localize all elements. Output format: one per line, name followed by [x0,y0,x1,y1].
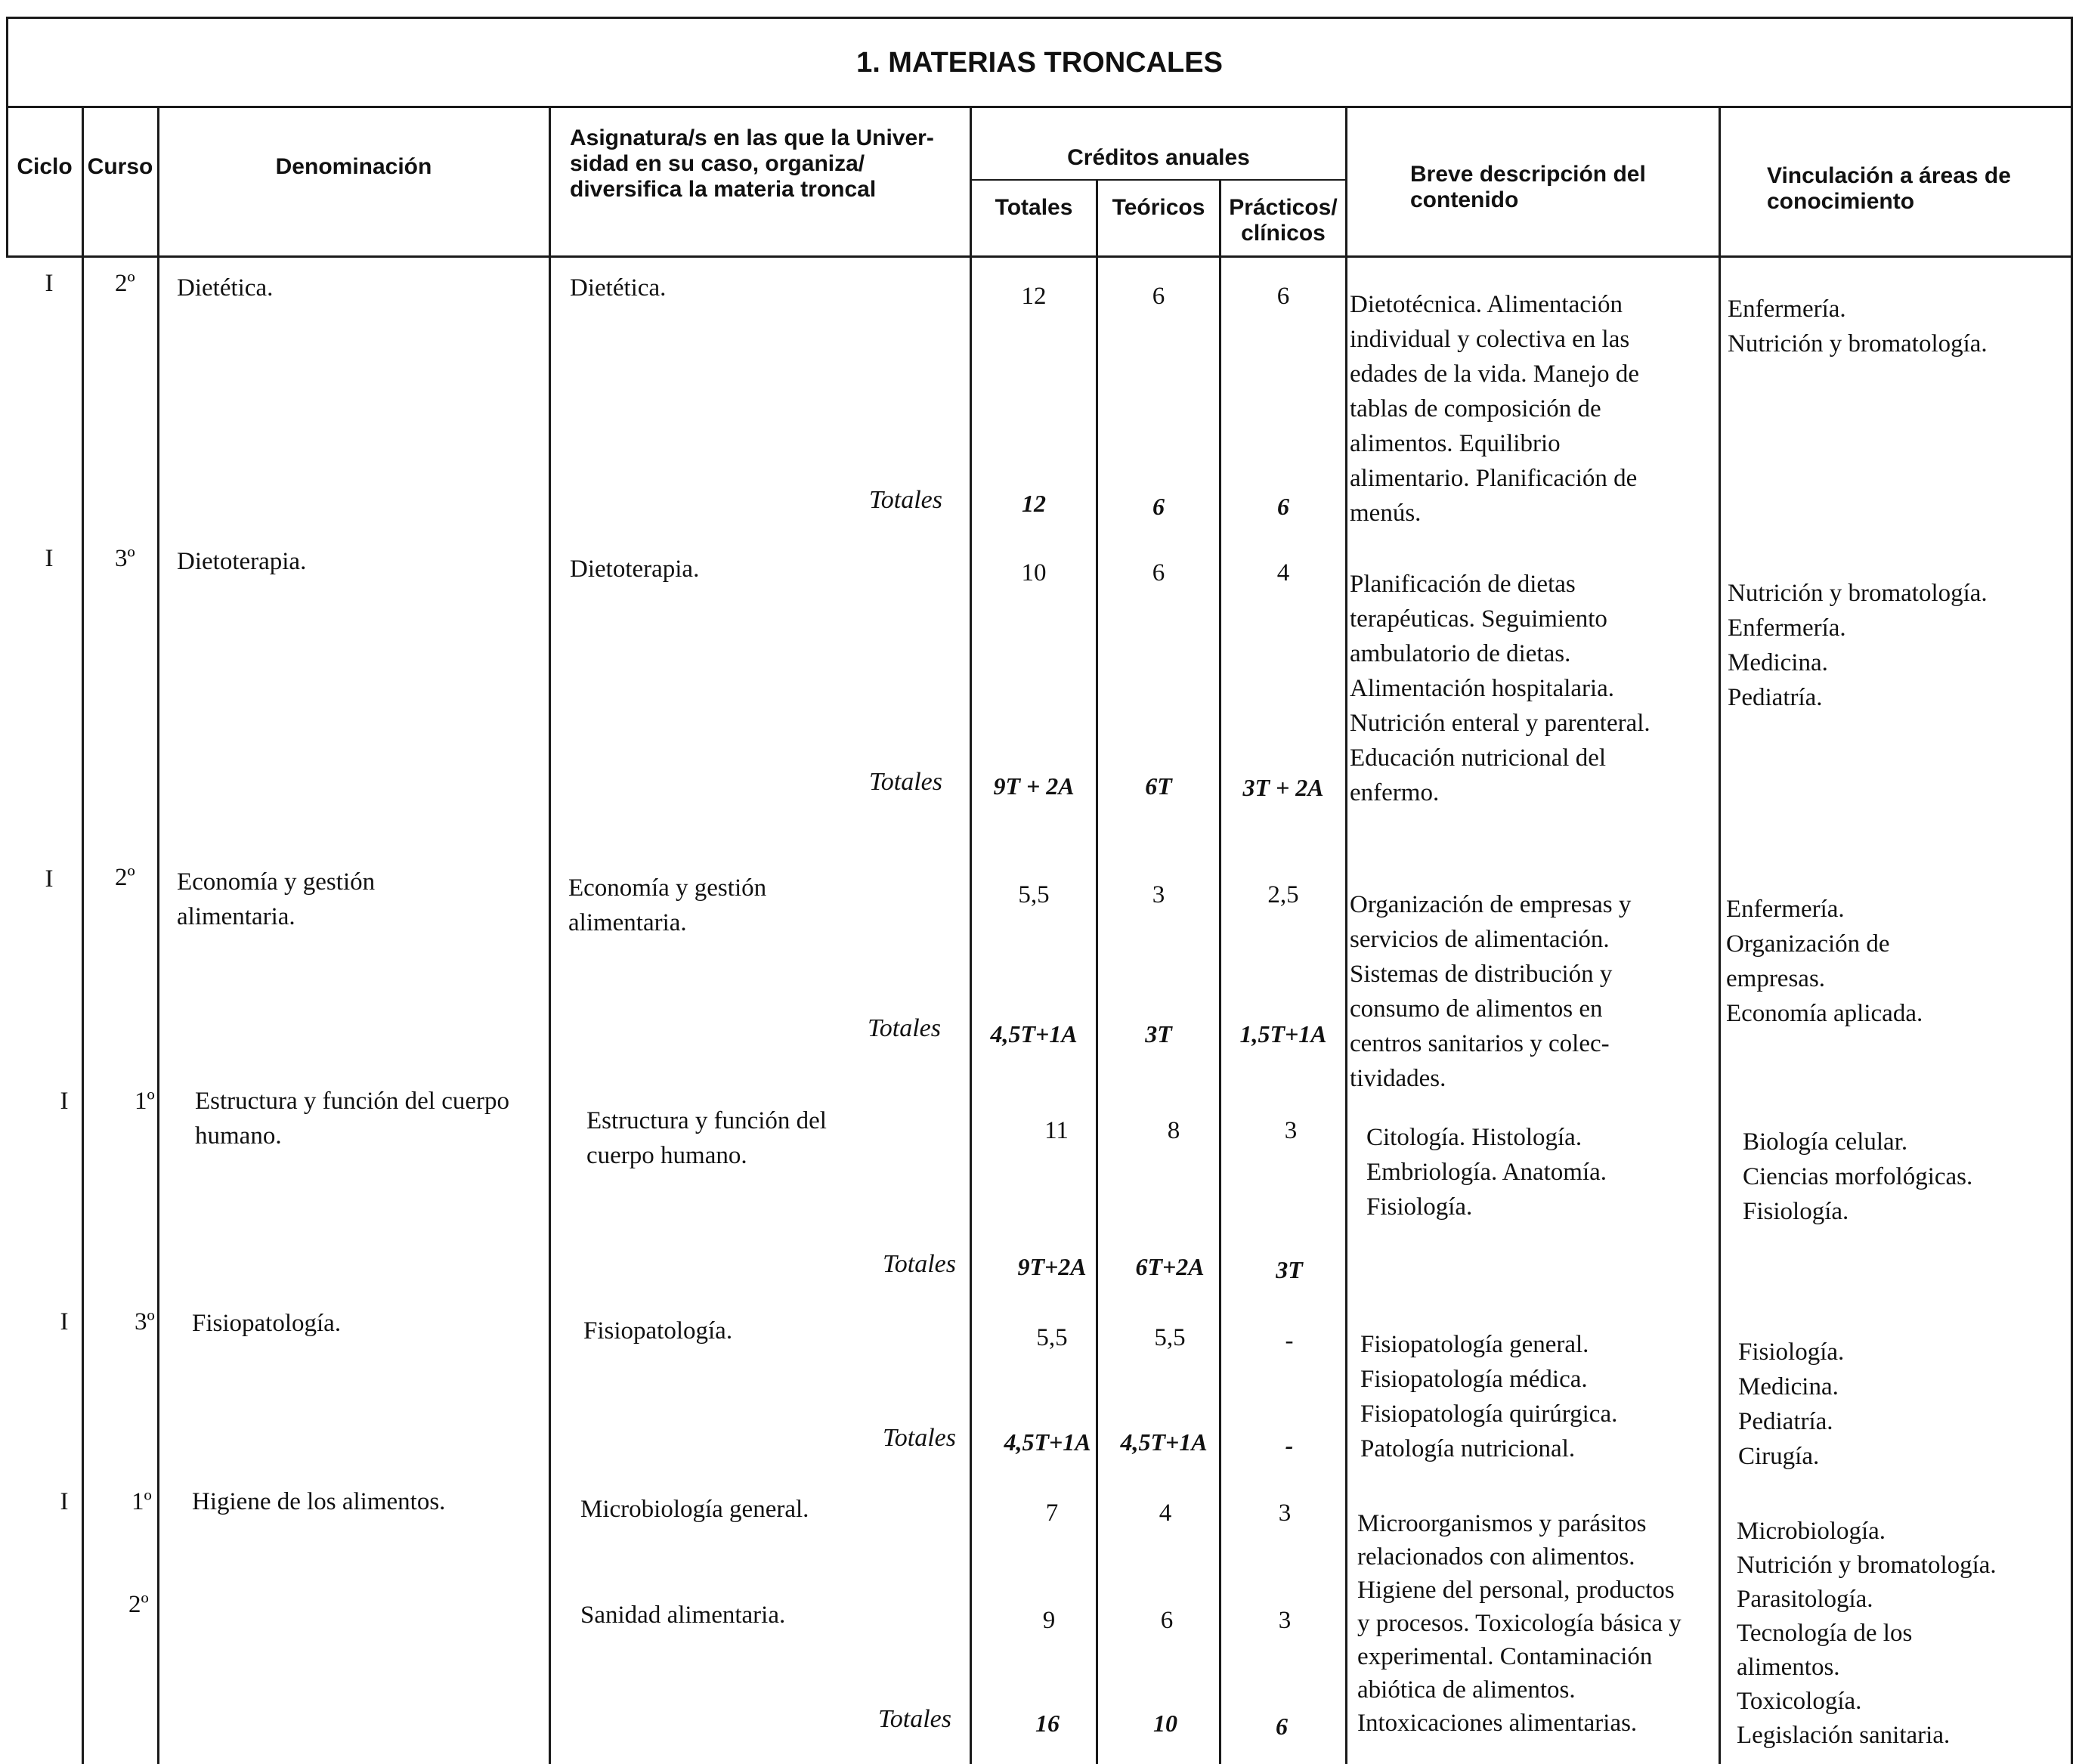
row3-totales-label: Totales [868,1014,942,1042]
table-title: 1. MATERIAS TRONCALES [856,47,1223,79]
row6-descripcion: Microorganismos y parásitos relacionados con alimentos. Higiene del personal, productos y procesos. Toxicología básica y experimental. Contaminación abiótica de alimentos. Intoxicaciones alimentarias. [1357,1510,1681,1737]
row5-ciclo: I [60,1308,69,1335]
row2-descripcion: Planificación de dietas terapéuticas. Seguimiento ambulatorio de dietas. Alimentación hospitalaria. Nutrición enteral y parenteral. Educación nutricional del enfermo. [1350,571,1651,806]
header-creditos-anuales: Créditos anuales [1067,145,1250,170]
row4-denominacion: Estructura y función del cuerpo humano. [195,1088,510,1150]
row1-sum-practicos: 6 [1277,493,1289,520]
row3-sum-practicos: 1,5T+1A [1239,1020,1327,1048]
row4-vinculacion: Biología celular. Ciencias morfológicas. Fisiología. [1743,1128,1973,1225]
row6-curso-2: 2º [128,1591,149,1618]
row2-practicos: 4 [1276,559,1290,586]
row1-sum-teoricos: 6 [1152,493,1165,520]
row3-denominacion: Economía y gestión alimentaria. [177,868,376,930]
row4-sum-practicos: 3T [1276,1256,1303,1283]
header-ciclo: Ciclo [17,154,73,179]
row6-teoricos: 4 [1159,1499,1172,1527]
row5-totales: 5,5 [1036,1324,1068,1351]
row6-sum-teoricos: 10 [1153,1710,1177,1737]
row4-sum-teoricos: 6T+2A [1135,1253,1205,1280]
row4-sum-totales: 9T+2A [1017,1253,1087,1280]
row6-totales-2: 9 [1042,1607,1056,1634]
header-asignaturas: Asignatura/s en las que la Univer- sidad en su caso, organiza/ diversifica la materia troncal [570,125,934,202]
row1-descripcion: Dietotécnica. Alimentación individual y colectiva en las edades de la vida. Manejo de tablas de composición de alimentos. Equilibrio alimentario. Planificación de menús. [1350,291,1640,527]
row5-sum-teoricos: 4,5T+1A [1120,1428,1208,1456]
col-divider-asignatura [970,106,972,1764]
row3-totales: 5,5 [1018,881,1050,908]
row2-totales-label: Totales [869,768,943,796]
row2-denominacion: Dietoterapia. [177,548,307,575]
row5-descripcion: Fisiopatología general. Fisiopatología médica. Fisiopatología quirúrgica. Patología nutricional. [1360,1331,1618,1462]
table-right-border [2071,17,2073,1764]
row1-vinculacion: Enfermería. Nutrición y bromatología. [1728,296,1988,357]
header-curso: Curso [87,154,153,179]
row6-sum-practicos: 6 [1276,1713,1288,1740]
row1-curso: 2º [115,270,135,297]
row6-vinculacion: Microbiología. Nutrición y bromatología. Parasitología. Tecnología de los alimentos. Toxicología. Legislación sanitaria. [1737,1518,1997,1749]
row6-asignatura-2: Sanidad alimentaria. [580,1602,786,1629]
row6-denominacion: Higiene de los alimentos. [192,1488,446,1515]
row4-curso: 1º [135,1088,155,1115]
row4-totales-label: Totales [883,1250,957,1278]
row6-sum-totales: 16 [1035,1710,1060,1737]
row3-teoricos: 3 [1152,881,1165,908]
header-practicos: Prácticos/ clínicos [1229,195,1338,246]
row3-asignatura: Economía y gestión alimentaria. [568,874,767,936]
row5-asignatura: Fisiopatología. [583,1317,733,1345]
header-totales: Totales [995,195,1073,220]
table-top-border [6,17,2073,19]
row1-sum-totales: 12 [1022,490,1046,517]
row2-sum-totales: 9T + 2A [993,772,1075,800]
row2-vinculacion: Nutrición y bromatología. Enfermería. Medicina. Pediatría. [1728,580,1988,711]
row6-totales-label: Totales [878,1705,952,1733]
title-bottom-border [6,106,2073,108]
header-teoricos: Teóricos [1112,195,1205,220]
row3-descripcion: Organización de empresas y servicios de alimentación. Sistemas de distribución y consumo de alimentos en centros sanitarios y colec- tividades. [1350,891,1632,1092]
row4-descripcion: Citología. Histología. Embriología. Anatomía. Fisiología. [1366,1124,1607,1221]
row1-ciclo: I [45,270,54,297]
col-divider-curso [157,106,159,1764]
row6-ciclo: I [60,1488,69,1515]
row6-practicos: 3 [1278,1499,1292,1527]
row6-teoricos-2: 6 [1160,1607,1174,1634]
row1-denominacion: Dietética. [177,274,274,302]
row5-curso: 3º [135,1308,155,1335]
row1-totales-label: Totales [869,486,943,514]
row1-teoricos: 6 [1152,283,1165,310]
row4-practicos: 3 [1284,1117,1298,1144]
col-divider-denominacion [549,106,551,1764]
row5-vinculacion: Fisiología. Medicina. Pediatría. Cirugía. [1738,1338,1845,1470]
col-divider-descripcion [1719,106,1721,1764]
row1-totales: 12 [1021,283,1047,310]
creditos-subheader-line [970,179,1347,181]
row5-sum-practicos: - [1285,1431,1294,1459]
row4-totales: 11 [1044,1117,1069,1144]
row1-practicos: 6 [1276,283,1290,310]
row4-teoricos: 8 [1167,1117,1180,1144]
row2-sum-practicos: 3T + 2A [1242,774,1324,801]
row2-teoricos: 6 [1152,559,1165,586]
header-vinculacion: Vinculación a áreas de conocimiento [1767,163,2011,214]
row5-practicos: - [1285,1327,1294,1354]
row5-sum-totales: 4,5T+1A [1004,1428,1091,1456]
row5-denominacion: Fisiopatología. [192,1310,342,1337]
row6-totales: 7 [1045,1499,1059,1527]
row3-sum-totales: 4,5T+1A [990,1020,1078,1048]
header-bottom-border [6,255,2073,258]
row5-teoricos: 5,5 [1154,1324,1186,1351]
row2-ciclo: I [45,545,54,572]
row5-totales-label: Totales [883,1424,957,1452]
row6-practicos-2: 3 [1278,1607,1292,1634]
row6-curso: 1º [131,1488,152,1515]
row3-sum-teoricos: 3T [1145,1020,1172,1048]
row2-asignatura: Dietoterapia. [570,556,700,583]
row2-totales: 10 [1021,559,1047,586]
row4-ciclo: I [60,1088,69,1115]
row2-sum-teoricos: 6T [1145,772,1172,800]
row1-asignatura: Dietética. [570,274,667,302]
row2-curso: 3º [115,545,135,572]
row4-asignatura: Estructura y función del cuerpo humano. [586,1107,827,1169]
header-descripcion: Breve descripción del contenido [1410,162,1646,212]
header-denominacion: Denominación [275,154,432,179]
row3-ciclo: I [45,865,54,893]
row6-asignatura: Microbiología general. [580,1496,809,1523]
row3-curso: 2º [115,864,135,891]
row3-practicos: 2,5 [1267,881,1299,908]
row3-vinculacion: Enfermería. Organización de empresas. Economía aplicada. [1726,896,1923,1027]
